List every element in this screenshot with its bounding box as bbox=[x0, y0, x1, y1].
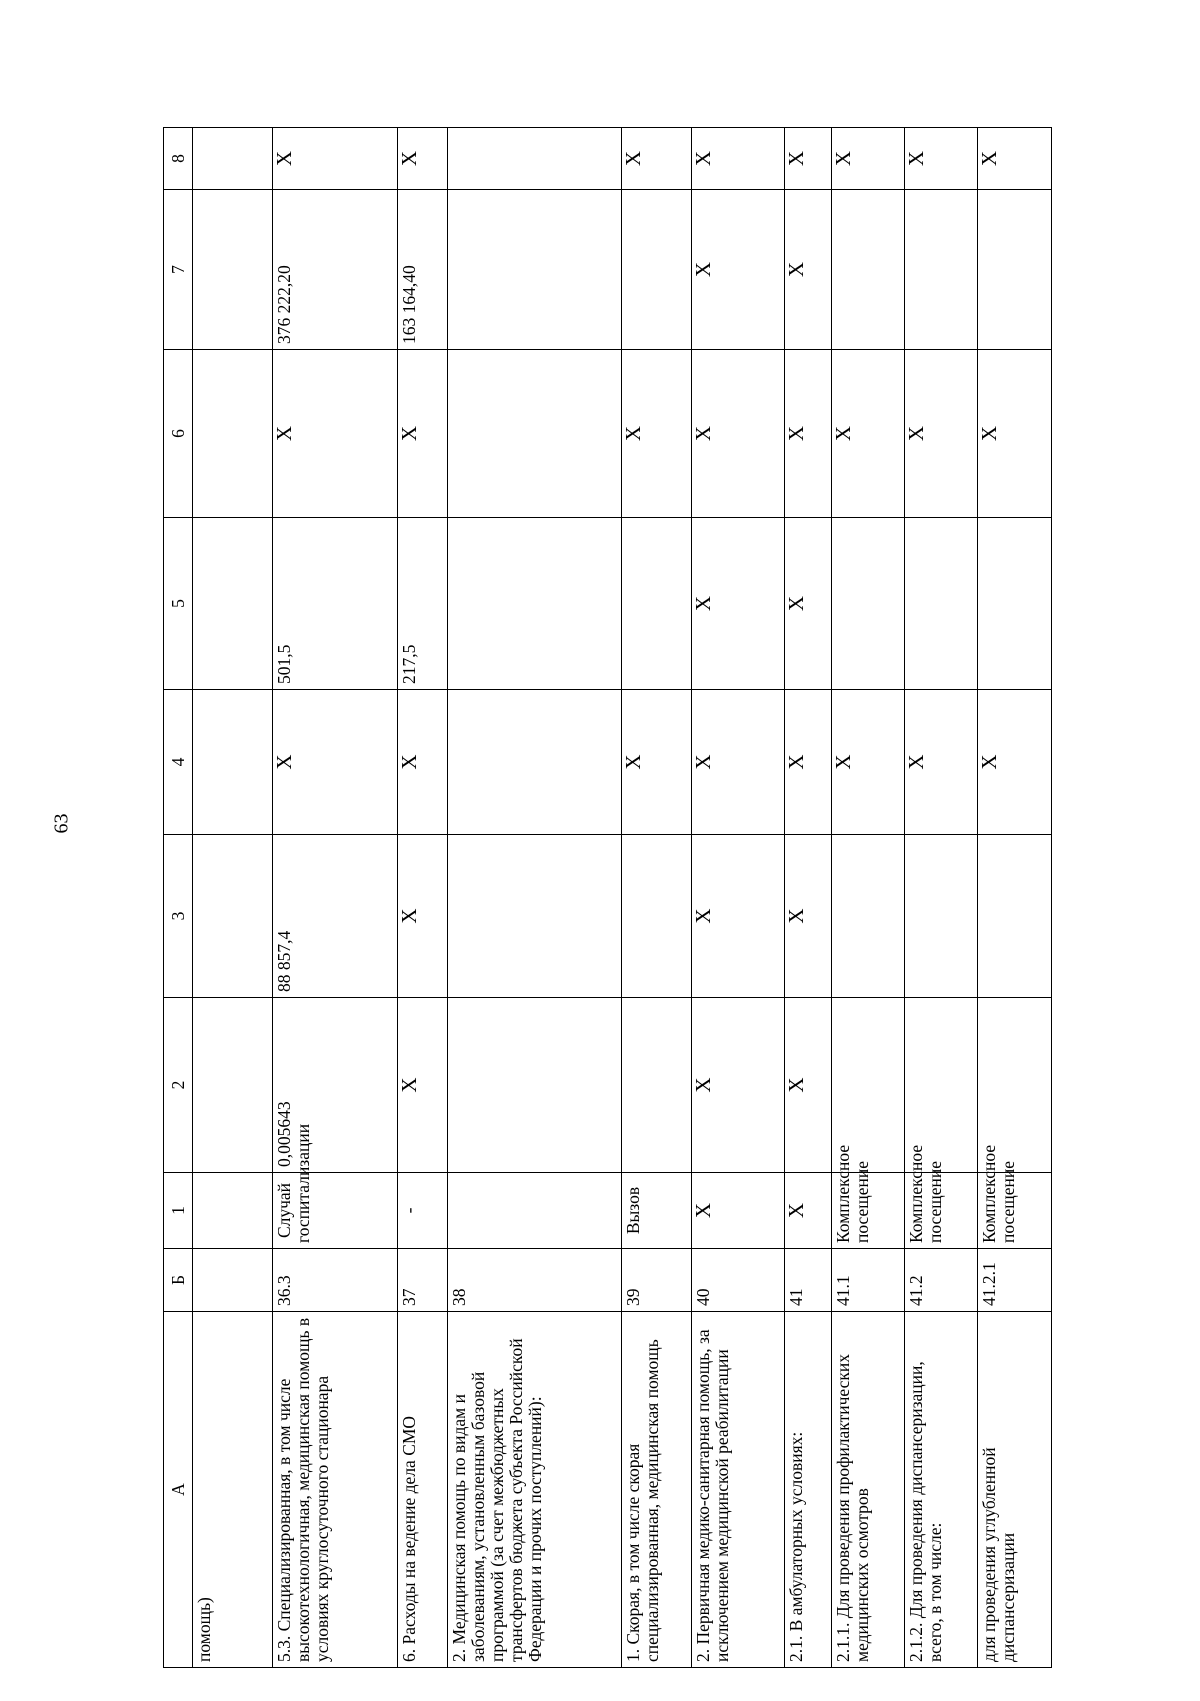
table-cell-c3: 88 857,4 bbox=[273, 835, 398, 998]
table-row bbox=[273, 128, 398, 1668]
table-cell-c8: X bbox=[978, 128, 1052, 190]
table-cell-c2: X bbox=[692, 998, 785, 1173]
table-row bbox=[785, 128, 832, 1668]
table-row bbox=[193, 128, 273, 1668]
table-cell-c7 bbox=[905, 190, 978, 350]
table-cell-c3: X bbox=[398, 835, 448, 998]
table-cell-c8: X bbox=[785, 128, 832, 190]
table-cell-c7 bbox=[978, 190, 1052, 350]
table-cell-c2: 0,005643 bbox=[273, 998, 398, 1173]
table-cell-c5: 217,5 bbox=[398, 518, 448, 690]
table-cell-c5 bbox=[978, 518, 1052, 690]
table-cell-c1 bbox=[448, 1173, 622, 1249]
header-cell: 3 bbox=[164, 835, 193, 998]
table-cell-c1: Комплексное посещение bbox=[832, 1173, 905, 1249]
table-cell-b: 41 bbox=[785, 1249, 832, 1312]
table-cell-c1: X bbox=[785, 1173, 832, 1249]
table-cell-c4: X bbox=[273, 690, 398, 835]
table-cell-a: 5.3. Специализированная, в том числе высокотехнологичная, медицинская помощь в условиях круглосуточного стационара bbox=[273, 1312, 398, 1668]
table-cell-c3: X bbox=[692, 835, 785, 998]
table-cell-c3 bbox=[193, 835, 273, 998]
table-cell-a: 2. Медицинская помощь по видам и заболеваниям, установленным базовой программой (за счет межбюджетных трансфертов бюджета субъекта Российской Федерации и прочих поступлений): bbox=[448, 1312, 622, 1668]
table-cell-b: 40 bbox=[692, 1249, 785, 1312]
table-cell-c7: X bbox=[785, 190, 832, 350]
header-cell: 8 bbox=[164, 128, 193, 190]
table-cell-c3 bbox=[905, 835, 978, 998]
header-cell: 5 bbox=[164, 518, 193, 690]
table-cell-c6: X bbox=[273, 350, 398, 518]
table-row bbox=[622, 128, 692, 1668]
table-cell-b bbox=[193, 1249, 273, 1312]
table-cell-c7 bbox=[448, 190, 622, 350]
table-cell-c1 bbox=[193, 1173, 273, 1249]
table-cell-c3: X bbox=[785, 835, 832, 998]
table-cell-c1: Комплексное посещение bbox=[905, 1173, 978, 1249]
table-cell-c7 bbox=[193, 190, 273, 350]
table-cell-c1: Комплексное посещение bbox=[978, 1173, 1052, 1249]
table-row bbox=[398, 128, 448, 1668]
table-cell-c6: X bbox=[832, 350, 905, 518]
table-cell-c4: X bbox=[785, 690, 832, 835]
table-cell-c5: 501,5 bbox=[273, 518, 398, 690]
table-row bbox=[905, 128, 978, 1668]
table-cell-a: 2.1. В амбулаторных условиях: bbox=[785, 1312, 832, 1668]
table-row bbox=[832, 128, 905, 1668]
table-cell-c1: - bbox=[398, 1173, 448, 1249]
table-cell-c3 bbox=[832, 835, 905, 998]
header-cell: А bbox=[164, 1312, 193, 1668]
table-cell-c8: X bbox=[832, 128, 905, 190]
table-cell-c5 bbox=[905, 518, 978, 690]
table-cell-c4 bbox=[448, 690, 622, 835]
table-cell-c2 bbox=[622, 998, 692, 1173]
table-cell-b: 37 bbox=[398, 1249, 448, 1312]
table-cell-c5 bbox=[622, 518, 692, 690]
header-cell: 7 bbox=[164, 190, 193, 350]
header-row bbox=[164, 128, 193, 1668]
table-cell-c4: X bbox=[978, 690, 1052, 835]
table-body bbox=[193, 128, 1052, 1668]
table-cell-c2 bbox=[448, 998, 622, 1173]
table-cell-c8: X bbox=[905, 128, 978, 190]
page-number: 63 bbox=[50, 813, 73, 834]
table-cell-c2: X bbox=[785, 998, 832, 1173]
table-cell-c8: X bbox=[398, 128, 448, 190]
table-cell-c8 bbox=[193, 128, 273, 190]
table-cell-c4: X bbox=[622, 690, 692, 835]
table-cell-c2 bbox=[193, 998, 273, 1173]
table-cell-a: 2.1.1. Для проведения профилактических медицинских осмотров bbox=[832, 1312, 905, 1668]
table-cell-c8: X bbox=[692, 128, 785, 190]
table-cell-b: 41.1 bbox=[832, 1249, 905, 1312]
table-cell-a: 2. Первичная медико-санитарная помощь, за исключением медицинской реабилитации bbox=[692, 1312, 785, 1668]
table-cell-c8: X bbox=[273, 128, 398, 190]
table-cell-c8 bbox=[448, 128, 622, 190]
table-cell-c2: X bbox=[398, 998, 448, 1173]
table-cell-c5: X bbox=[692, 518, 785, 690]
table-cell-c6: X bbox=[398, 350, 448, 518]
table-cell-a: для проведения углубленной диспансеризации bbox=[978, 1312, 1052, 1668]
table-cell-c6 bbox=[193, 350, 273, 518]
table-cell-c6 bbox=[448, 350, 622, 518]
table-cell-c5: X bbox=[785, 518, 832, 690]
table-cell-c4: X bbox=[905, 690, 978, 835]
table-cell-c4: X bbox=[832, 690, 905, 835]
table-cell-c7: 376 222,20 bbox=[273, 190, 398, 350]
header-cell: 2 bbox=[164, 998, 193, 1173]
header-cell: 1 bbox=[164, 1173, 193, 1249]
table-cell-c6: X bbox=[692, 350, 785, 518]
table-cell-c7: 163 164,40 bbox=[398, 190, 448, 350]
table-row bbox=[978, 128, 1052, 1668]
table-cell-c3 bbox=[448, 835, 622, 998]
table-cell-a: 2.1.2. Для проведения диспансеризации, всего, в том числе: bbox=[905, 1312, 978, 1668]
table-cell-c4 bbox=[193, 690, 273, 835]
table-cell-b: 36.3 bbox=[273, 1249, 398, 1312]
table-row bbox=[448, 128, 622, 1668]
header-cell: 4 bbox=[164, 690, 193, 835]
table-cell-b: 39 bbox=[622, 1249, 692, 1312]
header-cell: 6 bbox=[164, 350, 193, 518]
data-table bbox=[163, 127, 1052, 1668]
table-cell-a: помощь) bbox=[193, 1312, 273, 1668]
table-cell-b: 38 bbox=[448, 1249, 622, 1312]
table-cell-c7 bbox=[622, 190, 692, 350]
table-row bbox=[692, 128, 785, 1668]
table-cell-c6: X bbox=[905, 350, 978, 518]
table-cell-c4: X bbox=[398, 690, 448, 835]
header-cell: Б bbox=[164, 1249, 193, 1312]
table-cell-b: 41.2 bbox=[905, 1249, 978, 1312]
table-cell-c6: X bbox=[978, 350, 1052, 518]
table-cell-c3 bbox=[978, 835, 1052, 998]
rotated-table-container bbox=[163, 128, 1143, 1668]
table-cell-b: 41.2.1 bbox=[978, 1249, 1052, 1312]
table-cell-c1: X bbox=[692, 1173, 785, 1249]
table-cell-c7: X bbox=[692, 190, 785, 350]
table-cell-c5 bbox=[193, 518, 273, 690]
table-cell-a: 1. Скорая, в том числе скорая специализированная, медицинская помощь bbox=[622, 1312, 692, 1668]
table-cell-c6: X bbox=[785, 350, 832, 518]
table-cell-c4: X bbox=[692, 690, 785, 835]
table-cell-c1: Вызов bbox=[622, 1173, 692, 1249]
table-cell-c3 bbox=[622, 835, 692, 998]
table-cell-c5 bbox=[448, 518, 622, 690]
table-cell-a: 6. Расходы на ведение дела СМО bbox=[398, 1312, 448, 1668]
table-cell-c1: Случай госпитализации bbox=[273, 1173, 398, 1249]
table-cell-c6: X bbox=[622, 350, 692, 518]
table-cell-c5 bbox=[832, 518, 905, 690]
table-cell-c8: X bbox=[622, 128, 692, 190]
table-cell-c7 bbox=[832, 190, 905, 350]
